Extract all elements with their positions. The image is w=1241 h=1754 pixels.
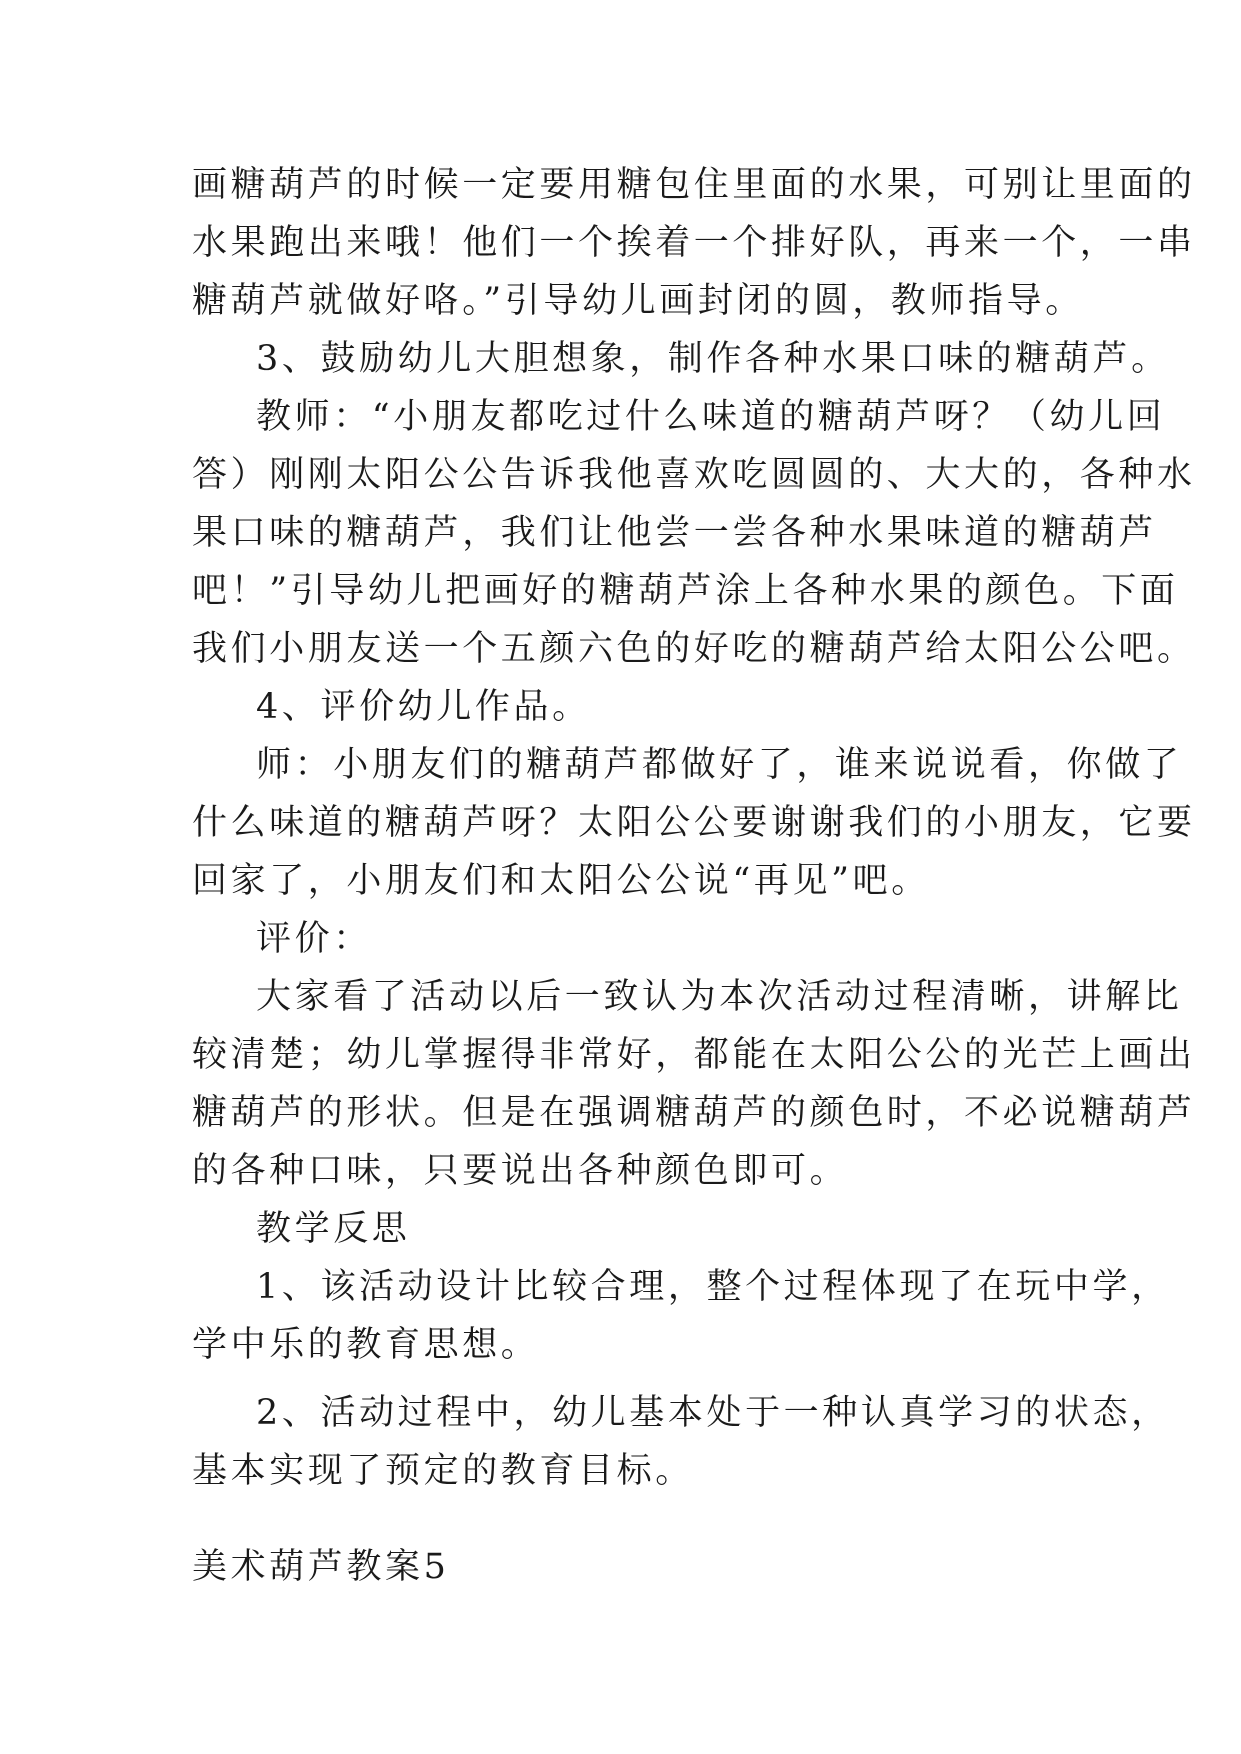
text-line: 3、鼓励幼儿大胆想象，制作各种水果口味的糖葫芦。 xyxy=(256,339,1170,379)
text-line: 糖葫芦就做好咯。”引导幼儿画封闭的圆，教师指导。 xyxy=(192,281,1084,321)
text-line: 评价： xyxy=(256,919,372,959)
text-line: 水果跑出来哦！他们一个挨着一个排好队，再来一个，一串 xyxy=(192,223,1196,263)
text-line: 4、评价幼儿作品。 xyxy=(256,687,591,727)
text-line: 吧！”引导幼儿把画好的糖葫芦涂上各种水果的颜色。下面 xyxy=(192,571,1179,611)
section-heading: 美术葫芦教案5 xyxy=(192,1547,450,1587)
text-line: 师：小朋友们的糖葫芦都做好了，谁来说说看，你做了 xyxy=(256,745,1183,785)
text-line: 2、活动过程中，幼儿基本处于一种认真学习的状态， xyxy=(256,1393,1170,1433)
text-line: 什么味道的糖葫芦呀？太阳公公要谢谢我们的小朋友，它要 xyxy=(192,803,1196,843)
text-line: 较清楚；幼儿掌握得非常好，都能在太阳公公的光芒上画出 xyxy=(192,1035,1196,1075)
text-line: 教学反思 xyxy=(256,1209,411,1249)
text-line: 的各种口味，只要说出各种颜色即可。 xyxy=(192,1151,849,1191)
text-line: 1、该活动设计比较合理，整个过程体现了在玩中学， xyxy=(256,1267,1170,1307)
text-line: 基本实现了预定的教育目标。 xyxy=(192,1451,694,1491)
text-line: 我们小朋友送一个五颜六色的好吃的糖葫芦给太阳公公吧。 xyxy=(192,629,1196,669)
text-line: 大家看了活动以后一致认为本次活动过程清晰，讲解比 xyxy=(256,977,1183,1017)
text-line: 糖葫芦的形状。但是在强调糖葫芦的颜色时，不必说糖葫芦 xyxy=(192,1093,1196,1133)
text-line: 回家了，小朋友们和太阳公公说“再见”吧。 xyxy=(192,861,930,901)
text-line: 果口味的糖葫芦，我们让他尝一尝各种水果味道的糖葫芦 xyxy=(192,513,1158,553)
document-body xyxy=(192,156,1196,1500)
text-line: 答）刚刚太阳公公告诉我他喜欢吃圆圆的、大大的，各种水 xyxy=(192,455,1196,495)
text-line: 教师：“小朋友都吃过什么味道的糖葫芦呀？（幼儿回 xyxy=(256,397,1166,437)
text-line: 学中乐的教育思想。 xyxy=(192,1325,540,1365)
text-line: 画糖葫芦的时候一定要用糖包住里面的水果，可别让里面的 xyxy=(192,165,1196,205)
